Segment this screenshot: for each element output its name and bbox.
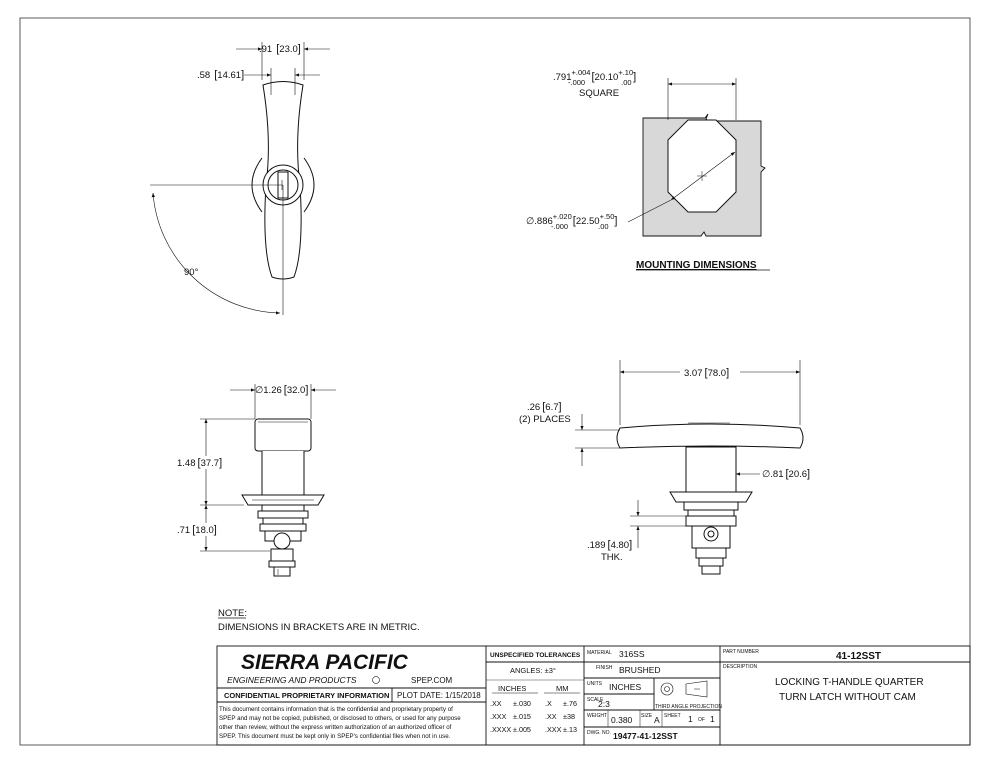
sheet-border	[20, 18, 970, 745]
tol-row-1: .XX ±.030 .X ±.76	[490, 699, 577, 708]
description-label: DESCRIPTION	[723, 664, 758, 670]
company-website: SPEP.COM	[411, 676, 453, 685]
scale-label: SCALE	[587, 697, 604, 703]
top-key-dim: .58 [14.61]	[197, 69, 245, 81]
angles-tolerance: ANGLES: ±3°	[510, 666, 556, 675]
company-name: SIERRA PACIFIC	[241, 651, 408, 674]
tolerances-title: UNSPECIFIED TOLERANCES	[490, 652, 581, 659]
part-number: 41-12SST	[836, 651, 882, 662]
part-number-label: PART NUMBER	[723, 649, 759, 655]
disclaimer-line-1: This document contains information that is the confidential and proprietary property of	[219, 706, 453, 713]
finish-value: BRUSHED	[619, 665, 661, 675]
handle-width-dim: 3.07 [78.0]	[684, 367, 730, 379]
thickness-label: THK.	[601, 552, 623, 563]
description-line-2: TURN LATCH WITHOUT CAM	[779, 692, 916, 703]
disclaimer-line-3: other than review, without the express written authorization of an authorized officer of	[219, 724, 452, 731]
mm-header: MM	[556, 684, 569, 693]
top-view	[150, 42, 330, 315]
units-label: UNITS	[587, 681, 602, 687]
note-text: DIMENSIONS IN BRACKETS ARE IN METRIC.	[218, 622, 420, 633]
body-height-dim: 1.48 [37.7]	[177, 457, 223, 469]
square-dim: $.791^{+.004}[20.10^{+.10}]$	[553, 68, 637, 83]
projection-label: THIRD ANGLE PROJECTION	[655, 704, 722, 710]
sheet-label: SHEET	[664, 713, 681, 719]
body-lower-dim: .71 [18.0]	[177, 524, 217, 536]
inches-header: INCHES	[498, 684, 527, 693]
finish-label: FINISH	[596, 665, 613, 671]
front-view	[200, 384, 336, 576]
diameter-dim: $\emptyset.886^{+.020}[22.50^{+.50}]$	[526, 212, 618, 227]
size-label: SIZE	[641, 713, 653, 719]
units-value: INCHES	[609, 682, 642, 692]
plot-date: PLOT DATE: 1/15/2018	[397, 691, 481, 700]
material-value: 316SS	[619, 649, 645, 659]
disclaimer-line-4: SPEP. This document must be kept only in SPEP's confidential files when not in use.	[219, 733, 451, 740]
top-width-dim: .91 [23.0]	[259, 43, 301, 55]
weight-label: WEIGHT	[587, 713, 607, 719]
thickness-dim: .189 [4.80]	[587, 539, 633, 551]
note-title: NOTE:	[218, 608, 248, 619]
sheet-value: 1	[688, 714, 693, 724]
of-label: OF	[698, 717, 705, 723]
disclaimer-line-2: SPEP and may not be copied, published, or disclosed to others, or used for any purpose	[219, 715, 461, 722]
square-tol-lower: -.000 .00	[568, 78, 632, 87]
rotation-angle: 90°	[184, 267, 199, 278]
tol-row-3: .XXXX ±.005 .XXX ±.13	[490, 725, 577, 734]
body-diameter-dim: ∅1.26 [32.0]	[255, 384, 309, 396]
description-line-1: LOCKING T-HANDLE QUARTER	[775, 677, 924, 688]
shaft-diameter-dim: ∅.81 [20.6]	[762, 468, 811, 480]
size-value: A	[654, 715, 660, 725]
registered-icon	[373, 677, 380, 684]
dwg-label: DWG. NO.	[587, 730, 611, 736]
mounting-title: MOUNTING DIMENSIONS	[636, 260, 757, 271]
square-label: SQUARE	[579, 88, 620, 99]
weight-value: 0.380	[611, 715, 633, 725]
company-subtitle: ENGINEERING AND PRODUCTS	[227, 675, 357, 685]
sheet-total: 1	[710, 714, 715, 724]
diameter-tol-lower: -.000 .00	[551, 222, 609, 231]
mounting-diagram	[628, 78, 765, 236]
grip-places: (2) PLACES	[519, 414, 571, 425]
scale-value: 2:3	[598, 699, 610, 709]
grip-dim: .26 [6.7]	[527, 401, 562, 413]
dwg-number: 19477-41-12SST	[613, 731, 678, 741]
material-label: MATERIAL	[587, 650, 612, 656]
confidential-label: CONFIDENTIAL PROPRIETARY INFORMATION	[224, 691, 390, 700]
tol-row-2: .XXX ±.015 .XX ±38	[490, 712, 575, 721]
